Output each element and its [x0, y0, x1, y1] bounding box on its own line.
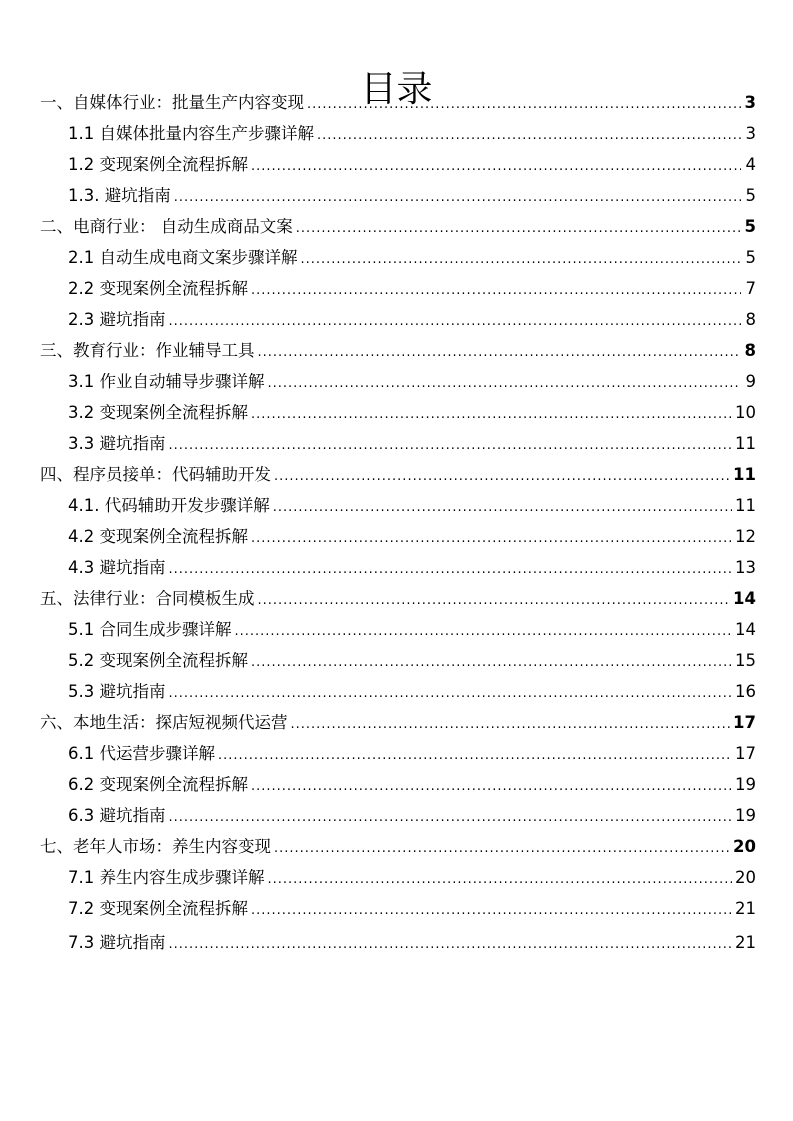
toc-page-number: 21: [735, 899, 756, 918]
toc-entry-label: 三、教育行业：作业辅导工具: [40, 341, 255, 360]
toc-section-entry[interactable]: [68, 738, 756, 769]
toc-dot-leader: [169, 554, 733, 585]
toc-page-number: 12: [735, 527, 756, 546]
toc-page-number: 17: [735, 744, 756, 763]
toc-section-entry[interactable]: [68, 366, 756, 397]
toc-section-entry[interactable]: [68, 397, 756, 428]
toc-entry-label: 5.2 变现案例全流程拆解: [68, 651, 248, 670]
toc-entry-label: 1.2 变现案例全流程拆解: [68, 155, 248, 174]
toc-page-number: 8: [744, 341, 756, 360]
toc-page-number: 14: [733, 589, 756, 608]
toc-page-number: 19: [735, 806, 756, 825]
toc-section-entry[interactable]: [68, 149, 756, 180]
toc-section-entry[interactable]: [68, 428, 756, 459]
toc-dot-leader: [258, 585, 731, 616]
toc-page-number: 9: [745, 372, 756, 391]
toc-section-entry[interactable]: [68, 893, 756, 924]
toc-section-entry[interactable]: [68, 242, 756, 273]
toc-section-entry[interactable]: [68, 927, 756, 958]
toc-chapter-entry[interactable]: [40, 707, 756, 738]
toc-section-entry[interactable]: [68, 645, 756, 676]
toc-section-entry[interactable]: [68, 769, 756, 800]
toc-entry-label: 7.1 养生内容生成步骤详解: [68, 868, 265, 887]
toc-page-number: 17: [733, 713, 756, 732]
toc-dot-leader: [251, 771, 732, 802]
toc-page-number: 20: [735, 868, 756, 887]
toc-page-number: 11: [735, 496, 756, 515]
toc-entry-label: 6.1 代运营步骤详解: [68, 744, 215, 763]
toc-page-number: 4: [745, 155, 756, 174]
toc-dot-leader: [169, 678, 733, 709]
toc-entry-label: 5.1 合同生成步骤详解: [68, 620, 232, 639]
toc-entry-label: 7.3 避坑指南: [68, 933, 166, 952]
toc-section-entry[interactable]: [68, 676, 756, 707]
toc-entry-label: 5.3 避坑指南: [68, 682, 166, 701]
toc-section-entry[interactable]: [68, 614, 756, 645]
toc-page-number: 7: [745, 279, 756, 298]
toc-entry-label: 2.2 变现案例全流程拆解: [68, 279, 248, 298]
toc-page-number: 10: [735, 403, 756, 422]
toc-dot-leader: [268, 864, 733, 895]
toc-page-number: 21: [735, 933, 756, 952]
toc-page-number: 14: [735, 620, 756, 639]
toc-entry-label: 4.2 变现案例全流程拆解: [68, 527, 248, 546]
toc-dot-leader: [235, 616, 733, 647]
toc-dot-leader: [251, 151, 741, 182]
toc-section-entry[interactable]: [68, 273, 756, 304]
toc-dot-leader: [251, 275, 741, 306]
toc-entry-label: 1.1 自媒体批量内容生产步骤详解: [68, 124, 314, 143]
toc-entry-label: 6.3 避坑指南: [68, 806, 166, 825]
toc-entry-label: 七、老年人市场：养生内容变现: [40, 837, 271, 856]
toc-section-entry[interactable]: [68, 180, 756, 211]
toc-dot-leader: [317, 120, 741, 151]
toc-page-number: 11: [733, 465, 756, 484]
toc-chapter-entry[interactable]: [40, 211, 756, 242]
toc-dot-leader: [258, 337, 742, 368]
toc-dot-leader: [169, 929, 733, 960]
toc-dot-leader: [174, 182, 741, 213]
toc-entry-label: 一、自媒体行业：批量生产内容变现: [40, 93, 304, 112]
toc-dot-leader: [273, 492, 732, 523]
toc-chapter-entry[interactable]: [40, 831, 756, 862]
toc-dot-leader: [251, 399, 732, 430]
toc-page-number: 3: [745, 124, 756, 143]
toc-entry-label: 6.2 变现案例全流程拆解: [68, 775, 248, 794]
toc-chapter-entry[interactable]: [40, 335, 756, 366]
toc-page-number: 13: [735, 558, 756, 577]
toc-dot-leader: [251, 647, 732, 678]
toc-chapter-entry[interactable]: [40, 583, 756, 614]
toc-dot-leader: [296, 213, 741, 244]
toc-dot-leader: [251, 523, 732, 554]
toc-page-number: 5: [745, 186, 756, 205]
toc-entry-label: 六、本地生活：探店短视频代运营: [40, 713, 288, 732]
toc-entry-label: 五、法律行业：合同模板生成: [40, 589, 255, 608]
toc-entry-label: 4.3 避坑指南: [68, 558, 166, 577]
toc-section-entry[interactable]: [68, 490, 756, 521]
toc-section-entry[interactable]: [68, 862, 756, 893]
toc-chapter-entry[interactable]: [40, 87, 756, 118]
toc-page-number: 15: [735, 651, 756, 670]
toc-entry-label: 7.2 变现案例全流程拆解: [68, 899, 248, 918]
toc-entry-label: 四、程序员接单：代码辅助开发: [40, 465, 271, 484]
toc-dot-leader: [268, 368, 742, 399]
toc-entry-label: 2.1 自动生成电商文案步骤详解: [68, 248, 298, 267]
toc-entry-label: 1.3. 避坑指南: [68, 186, 171, 205]
toc-section-entry[interactable]: [68, 552, 756, 583]
toc-dot-leader: [274, 833, 730, 864]
toc-page-number: 20: [733, 837, 756, 856]
toc-chapter-entry[interactable]: [40, 459, 756, 490]
toc-page-number: 5: [744, 217, 756, 236]
toc-dot-leader: [301, 244, 742, 275]
toc-section-entry[interactable]: [68, 800, 756, 831]
toc-dot-leader: [274, 461, 730, 492]
toc-dot-leader: [169, 430, 733, 461]
toc-dot-leader: [169, 306, 742, 337]
toc-dot-leader: [169, 802, 733, 833]
toc-page-number: 3: [744, 93, 756, 112]
toc-entry-label: 二、电商行业： 自动生成商品文案: [40, 217, 293, 236]
toc-page-number: 16: [735, 682, 756, 701]
toc-section-entry[interactable]: [68, 118, 756, 149]
toc-title: 目录: [360, 69, 433, 111]
toc-dot-leader: [291, 709, 731, 740]
toc-dot-leader: [307, 89, 741, 120]
toc-page-number: 5: [745, 248, 756, 267]
toc-dot-leader: [218, 740, 732, 771]
toc-entry-label: 2.3 避坑指南: [68, 310, 166, 329]
toc-page-number: 19: [735, 775, 756, 794]
toc-dot-leader: [251, 895, 732, 926]
toc-entry-label: 3.2 变现案例全流程拆解: [68, 403, 248, 422]
toc-entry-label: 4.1. 代码辅助开发步骤详解: [68, 496, 270, 515]
toc-section-entry[interactable]: [68, 304, 756, 335]
toc-section-entry[interactable]: [68, 521, 756, 552]
toc-page-number: 11: [735, 434, 756, 453]
toc-page-number: 8: [745, 310, 756, 329]
toc-entry-label: 3.1 作业自动辅导步骤详解: [68, 372, 265, 391]
toc-entry-label: 3.3 避坑指南: [68, 434, 166, 453]
